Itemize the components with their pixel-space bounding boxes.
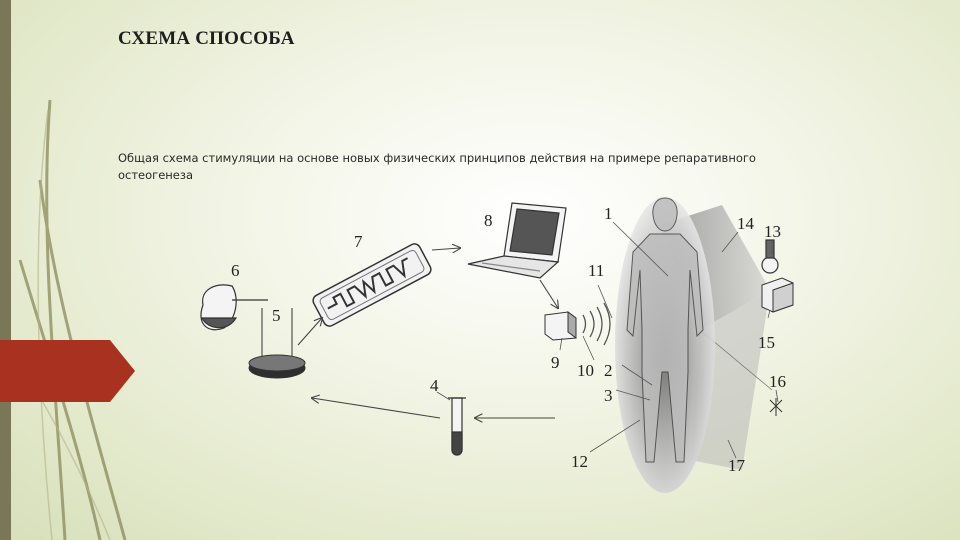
label-8: 8 (484, 211, 493, 230)
sensor-16 (770, 398, 782, 416)
label-6: 6 (231, 261, 240, 280)
label-7: 7 (354, 232, 363, 251)
label-10: 10 (577, 361, 594, 380)
human-body-1 (615, 197, 715, 493)
lamp-13 (762, 240, 778, 273)
label-14: 14 (737, 214, 754, 233)
label-5: 5 (272, 306, 281, 325)
label-1: 1 (604, 204, 613, 223)
flask-6 (201, 285, 268, 330)
label-12: 12 (571, 452, 588, 471)
label-13: 13 (764, 222, 781, 241)
slide-title: СХЕМА СПОСОБА (118, 28, 295, 49)
circuit-board-7 (311, 242, 433, 328)
slide-caption: Общая схема стимуляции на основе новых физических принципов действия на примере репаративного остеогенеза (118, 151, 756, 182)
laptop-8 (468, 203, 566, 278)
label-3: 3 (604, 386, 613, 405)
label-15: 15 (758, 333, 775, 352)
label-16: 16 (769, 372, 786, 391)
label-11: 11 (588, 261, 605, 280)
emitter-9 (545, 303, 610, 345)
label-4: 4 (430, 376, 439, 395)
box-15 (762, 278, 793, 312)
label-9: 9 (551, 353, 560, 372)
label-17: 17 (728, 456, 745, 475)
label-2: 2 (604, 361, 613, 380)
test-tube-4 (448, 398, 466, 455)
